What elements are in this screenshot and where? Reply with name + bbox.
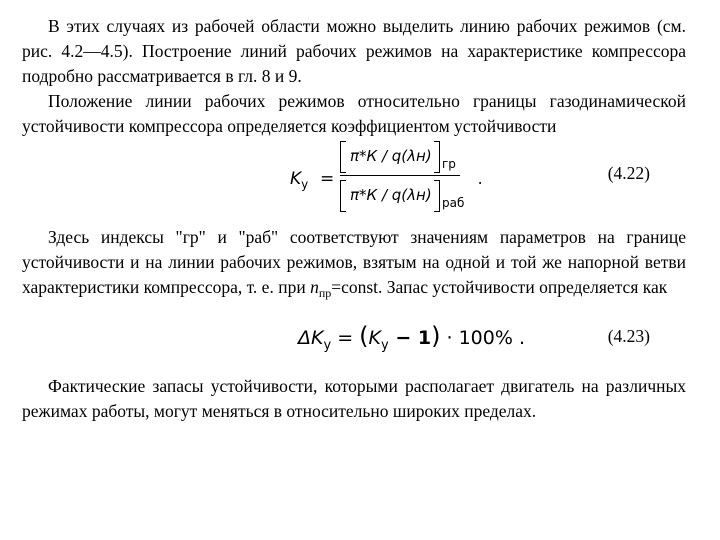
paragraph-2: Положение линии рабочих режимов относительно границы газодинамической устойчивости компрессора определяется коэффициентом устойчивости: [22, 91, 686, 136]
equation-number-4-23: (4.23): [607, 326, 650, 346]
fraction: [340, 141, 468, 210]
fraction-bar: [340, 175, 460, 176]
formula-lhs: $K_у$: [290, 169, 309, 192]
document-page: [22, 14, 686, 424]
formula-expression: $\Delta K_у = (K_у - 1) \cdot 100\%$ .: [298, 322, 525, 353]
formula-dot: .: [478, 169, 483, 188]
fraction-denominator: π*К / q(λн) раб: [340, 180, 468, 210]
formula-4-22: [22, 139, 686, 225]
paragraph-1: В этих случаях из рабочей области можно выделить линию рабочих режимов (см. рис. 4.2—4.5). Построение линий рабочих режимов на характеристике компрессора подробно рассматривается в гл. 8 и 9.: [22, 16, 686, 86]
equals-sign: =: [320, 169, 335, 189]
equation-number-4-22: (4.22): [607, 163, 650, 183]
paragraph-3: Здесь индексы "гр" и "раб" соответствуют значениям параметров на границе устойчивости и на линии рабочих режимов, взятым на одной и той же напорной ветви характеристики компрессора, т. е. при $n_{пр}=const$. Запас устойчивости определяется как: [22, 227, 686, 300]
paragraph-4: Фактические запасы устойчивости, которыми располагает двигатель на различных режимах работы, могут меняться в относительно широких пределах.: [22, 376, 686, 421]
formula-4-23: [22, 306, 686, 374]
fraction-numerator: π*К / q(λн) гр: [340, 141, 468, 171]
